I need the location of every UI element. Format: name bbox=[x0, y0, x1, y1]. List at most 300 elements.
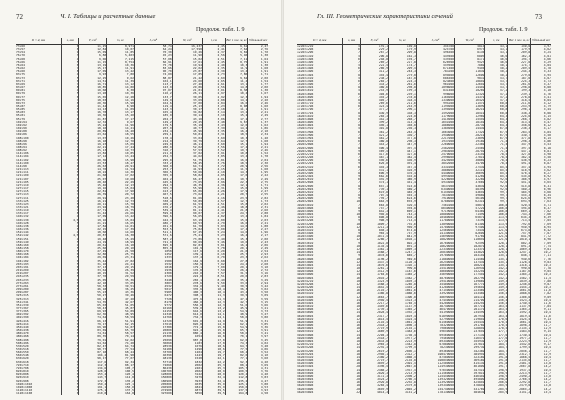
table-cell: 9,15 bbox=[531, 330, 551, 333]
table-cell: 37,02 bbox=[172, 152, 202, 155]
table-cell: 19,7 bbox=[202, 351, 225, 354]
table-cell: 191,1 bbox=[360, 45, 388, 49]
table-cell: 2,93 bbox=[248, 253, 268, 256]
table-cell: 5 bbox=[343, 45, 361, 49]
table-cell: 17,61 bbox=[172, 61, 202, 64]
table-cell: 449400 bbox=[416, 55, 454, 58]
table-cell: 2,17 bbox=[248, 234, 268, 237]
table-cell: 8171 bbox=[454, 58, 484, 61]
table-cell: 224,0 bbox=[388, 115, 416, 118]
table-cell: 1394000 bbox=[416, 108, 454, 111]
table-cell: 10 bbox=[343, 200, 361, 203]
table-cell: 10,5 bbox=[531, 369, 551, 372]
data-table bbox=[16, 38, 268, 395]
table-cell: 62,36 bbox=[79, 313, 107, 316]
table-cell: 6 bbox=[61, 80, 79, 83]
table-cell: 560×550 bbox=[16, 351, 29, 355]
table-cell: 224,3 bbox=[388, 80, 416, 83]
table-cell: 475,6 bbox=[172, 298, 202, 301]
table-cell: 8,971 bbox=[107, 45, 135, 49]
table-cell: 476,2 bbox=[134, 206, 172, 209]
table-cell: 149,2 bbox=[485, 289, 508, 292]
table-cell: 1799,5 bbox=[388, 346, 416, 349]
table-cell: 8 bbox=[61, 48, 79, 51]
table-cell: 619,0 bbox=[360, 191, 388, 194]
table-cell: 13,19 bbox=[79, 64, 107, 67]
table-cell: 219×209 bbox=[16, 269, 29, 273]
table-cell: 12150 bbox=[134, 310, 172, 313]
table-cell: 4020×4008 bbox=[297, 270, 314, 274]
table-cell: 3,59 bbox=[248, 298, 268, 301]
table-cell: 8 bbox=[343, 99, 361, 102]
table-cell: 3649,9 bbox=[360, 388, 388, 391]
table-cell: 6 bbox=[61, 64, 79, 67]
page-number: 73 bbox=[535, 13, 542, 21]
table-cell: 4420×4404 bbox=[297, 301, 314, 305]
table-cell: 3,31 bbox=[248, 320, 268, 323]
table-cell: 12640 bbox=[454, 83, 484, 86]
table-cell: 32,4 bbox=[202, 380, 225, 383]
table-cell: 9 bbox=[61, 51, 79, 54]
table-cell: 4,82 bbox=[202, 215, 225, 218]
table-cell: 1814,5 bbox=[360, 318, 388, 321]
table-cell: 58,82 bbox=[172, 174, 202, 177]
table-cell: 29,6 bbox=[225, 275, 248, 278]
table-cell: 28530 bbox=[134, 345, 172, 348]
table-cell: 721,0 bbox=[134, 241, 172, 244]
table-cell: 6 bbox=[61, 206, 79, 209]
table-cell: 691,0 bbox=[172, 320, 202, 323]
table-cell: 128000 bbox=[134, 373, 172, 376]
table-cell: 18,55 bbox=[107, 133, 135, 136]
table-cell: 99,7 bbox=[485, 191, 508, 194]
table-cell: 253,7 bbox=[134, 168, 172, 171]
table-cell: 1010,1 bbox=[508, 238, 531, 241]
table-cell: 3524,2 bbox=[360, 378, 388, 381]
table-cell: 12,9 bbox=[531, 353, 551, 356]
table-cell: 285,3 bbox=[360, 115, 388, 118]
table-cell: 97650000 bbox=[416, 369, 454, 372]
table-cell: 1,71 bbox=[248, 73, 268, 76]
table-cell: 17,09 bbox=[79, 215, 107, 218]
table-cell: 152250 bbox=[454, 270, 484, 273]
table-cell: 4,46 bbox=[202, 206, 225, 209]
table-cell: 1195000 bbox=[416, 105, 454, 108]
table-cell: 82,47 bbox=[79, 345, 107, 348]
table-cell: 6 bbox=[61, 386, 79, 389]
table-cell: 102×94 bbox=[16, 120, 27, 124]
table-cell: 1,38 bbox=[248, 54, 268, 57]
table-cell: 1582,7 bbox=[388, 277, 416, 280]
table-cell: 76×68 bbox=[16, 57, 25, 61]
table-cell: 95×85 bbox=[16, 108, 25, 112]
table-cell: 335,6 bbox=[172, 288, 202, 291]
table-cell: 76×60 bbox=[16, 70, 25, 74]
table-cell: 187,0 bbox=[388, 77, 416, 80]
table-cell: 5 bbox=[61, 383, 79, 386]
table-cell: 91760 bbox=[454, 235, 484, 238]
table-cell: 5 bbox=[61, 250, 79, 253]
table-cell: 104,4 bbox=[79, 354, 107, 357]
table-cell: 3803 bbox=[134, 282, 172, 285]
table-cell: 313,4 bbox=[508, 121, 531, 124]
table-cell: 6,61 bbox=[225, 45, 248, 49]
table-cell: 6 bbox=[61, 361, 79, 364]
table-cell: 4841 bbox=[172, 386, 202, 389]
table-cell: 26,39 bbox=[79, 193, 107, 196]
table-cell: 168×158 bbox=[16, 247, 29, 250]
table-cell: 266,9 bbox=[360, 67, 388, 70]
table-cell: 32280 bbox=[454, 178, 484, 181]
table-cell: 783200 bbox=[416, 70, 454, 73]
table-cell: 15,17 bbox=[79, 67, 107, 70]
running-head: Ч. I. Таблицы и расчетные данные bbox=[60, 13, 156, 20]
table-cell: 445,6 bbox=[134, 181, 172, 184]
table-cell: 205,9 bbox=[485, 388, 508, 391]
table-cell: 4440000 bbox=[416, 172, 454, 175]
table-cell: 18,60 bbox=[79, 231, 107, 234]
table-cell: 894600 bbox=[416, 74, 454, 77]
table-cell: 386,9 bbox=[388, 178, 416, 181]
table-cell: 686300 bbox=[416, 77, 454, 80]
table-cell: 795,7 bbox=[360, 197, 388, 200]
table-cell: 15,98 bbox=[107, 102, 135, 105]
table-cell: 357,4 bbox=[508, 166, 531, 169]
table-cell: 245×233 bbox=[16, 278, 29, 282]
table-cell: 2,76 bbox=[248, 48, 268, 51]
table-cell: 7,02 bbox=[202, 263, 225, 266]
table-cell: 3,76 bbox=[202, 162, 225, 165]
table-cell: 4 bbox=[61, 73, 79, 76]
table-cell: 79460000 bbox=[416, 337, 454, 340]
table-cell: 9 bbox=[343, 210, 361, 213]
table-cell: 27010 bbox=[454, 156, 484, 159]
table-cell: 485,9 bbox=[508, 191, 531, 194]
table-cell: 3,15 bbox=[248, 301, 268, 304]
table-cell: 2,31 bbox=[248, 206, 268, 209]
table-cell: 206,0 bbox=[485, 381, 508, 384]
table-cell: 11780000 bbox=[416, 219, 454, 222]
table-cell: 20730 bbox=[454, 124, 484, 127]
table-cell: 2,83 bbox=[248, 275, 268, 278]
table-cell: 205,9 bbox=[485, 391, 508, 394]
table-cell: 1009,7 bbox=[360, 223, 388, 226]
table-cell: 2,88 bbox=[202, 99, 225, 102]
table-cell: 14 bbox=[343, 311, 361, 314]
table-cell: 14 bbox=[343, 273, 361, 276]
table-cell: 1069,3 bbox=[508, 248, 531, 251]
table-cell: 1246,8 bbox=[508, 283, 531, 286]
table-cell: 67,9 bbox=[485, 137, 508, 140]
table-cell: 105,7 bbox=[107, 367, 135, 370]
table-cell: 10800000 bbox=[416, 213, 454, 216]
table-cell: 743,3 bbox=[388, 213, 416, 216]
table-cell: 1663,7 bbox=[360, 296, 388, 299]
table-cell: 15550 bbox=[454, 118, 484, 121]
table-cell: 325×315 bbox=[16, 294, 29, 298]
table-cell: 5 bbox=[61, 389, 79, 392]
table-cell: 13,17 bbox=[107, 111, 135, 114]
table-cell: 4820×4806 bbox=[297, 324, 314, 328]
table-cell: 8 bbox=[61, 197, 79, 200]
table-cell: 8 bbox=[343, 159, 361, 162]
table-cell: 114×98 bbox=[16, 164, 27, 168]
table-cell: 508×496 bbox=[16, 341, 29, 345]
table-cell: 114×102 bbox=[16, 158, 29, 162]
table-cell: 120,4 bbox=[107, 373, 135, 376]
table-cell: 29,59 bbox=[107, 275, 135, 278]
table-cell: 191,7 bbox=[485, 365, 508, 368]
column-header: i, см bbox=[485, 38, 508, 45]
table-cell: 9 bbox=[343, 150, 361, 153]
table-cell: 580,2 bbox=[388, 188, 416, 191]
table-cell: 1920×1906 bbox=[297, 133, 314, 137]
table-cell: 179,9 bbox=[508, 48, 531, 51]
table-cell: 426×414 bbox=[16, 322, 29, 326]
table-cell: 4,37 bbox=[202, 212, 225, 215]
table-cell: 20 bbox=[343, 388, 361, 391]
table-cell: 5 bbox=[61, 294, 79, 297]
table-cell: 45,23 bbox=[134, 54, 172, 57]
table-cell: 7,09 bbox=[531, 242, 551, 245]
table-cell: 6,27 bbox=[531, 172, 551, 175]
table-cell: 416,9 bbox=[508, 169, 531, 172]
table-cell: 71,4 bbox=[485, 143, 508, 146]
data-table bbox=[297, 38, 551, 394]
column-header: G, кг bbox=[388, 38, 416, 45]
table-cell: 10 bbox=[343, 258, 361, 261]
table-cell: 792,6 bbox=[508, 223, 531, 226]
table-cell: 219×207 bbox=[16, 272, 29, 276]
table-cell: 10,3 bbox=[531, 273, 551, 276]
table-cell: 1069,3 bbox=[388, 248, 416, 251]
table-cell: 12,28 bbox=[107, 96, 135, 99]
table-cell: 1820×1806 bbox=[297, 121, 314, 125]
table-cell: 4,07 bbox=[531, 77, 551, 80]
table-cell: 743,3 bbox=[508, 213, 531, 216]
table-cell: 19,73 bbox=[107, 149, 135, 152]
table-cell: 6 bbox=[343, 166, 361, 169]
table-cell: 5 bbox=[61, 256, 79, 259]
table-cell: 268,7 bbox=[508, 118, 531, 121]
table-cell: 149,9 bbox=[134, 99, 172, 102]
table-cell: 2766,5 bbox=[508, 378, 531, 381]
table-cell: 83×73 bbox=[16, 76, 25, 80]
table-cell: 3886000 bbox=[416, 169, 454, 172]
table-cell: 18,6 bbox=[202, 345, 225, 348]
table-cell: 15,0 bbox=[225, 187, 248, 190]
table-cell: 176,8 bbox=[172, 269, 202, 272]
table-cell: 32,80 bbox=[79, 253, 107, 256]
table-cell: 858,3 bbox=[360, 229, 388, 232]
table-cell: 29,69 bbox=[79, 256, 107, 259]
table-cell: 6 bbox=[343, 58, 361, 61]
table-cell: 695,8 bbox=[134, 244, 172, 247]
table-cell: 55,23 bbox=[79, 291, 107, 294]
table-cell: 113,9 bbox=[485, 226, 508, 229]
table-cell: 139,1 bbox=[172, 253, 202, 256]
table-cell: 162,3 bbox=[388, 55, 416, 58]
table-cell: 209,5 bbox=[508, 67, 531, 70]
table-cell: 5 bbox=[61, 92, 79, 95]
table-cell: 531760 bbox=[454, 388, 484, 391]
table-cell: 2292,3 bbox=[360, 346, 388, 349]
table-cell: 1,91 bbox=[248, 108, 268, 111]
table-cell: 12560000 bbox=[416, 229, 454, 232]
table-cell: 127×117 bbox=[16, 187, 29, 191]
table-cell: 5,24 bbox=[202, 231, 225, 234]
table-cell: 466,0 bbox=[172, 301, 202, 304]
table-cell: 25510000 bbox=[416, 267, 454, 270]
table-cell: 18,10 bbox=[79, 127, 107, 130]
table-cell: 6 bbox=[343, 140, 361, 143]
table-cell: 54190000 bbox=[416, 311, 454, 314]
table-cell: 77,1 bbox=[225, 357, 248, 360]
table-cell: 69,93 bbox=[79, 310, 107, 313]
table-cell: 377,8 bbox=[508, 137, 531, 140]
table-cell: 255430 bbox=[454, 321, 484, 324]
table-cell: 4,5 bbox=[61, 234, 79, 237]
table-cell: 254,3 bbox=[134, 155, 172, 158]
table-cell: 4420×4410 bbox=[297, 292, 314, 296]
table-cell: 51,75 bbox=[172, 159, 202, 162]
table-cell: 5,49 bbox=[202, 238, 225, 241]
table-cell: 146×138 bbox=[16, 224, 29, 228]
table-cell: 24,60 bbox=[172, 80, 202, 83]
table-cell: 1010,1 bbox=[388, 238, 416, 241]
table-cell: 114×100 bbox=[16, 161, 29, 165]
table-cell: 325×313 bbox=[16, 297, 29, 301]
table-cell: 34180 bbox=[134, 348, 172, 351]
table-cell: 46,11 bbox=[172, 143, 202, 146]
table-cell: 18,47 bbox=[107, 162, 135, 165]
table-cell: 184,7 bbox=[485, 353, 508, 356]
table-cell: 14,2 bbox=[225, 99, 248, 102]
table-cell: 33,0 bbox=[225, 282, 248, 285]
table-cell: 2,21 bbox=[248, 111, 268, 114]
table-cell: 12340 bbox=[134, 313, 172, 316]
table-cell: 327600 bbox=[134, 392, 172, 395]
table-cell: 214700 bbox=[454, 299, 484, 302]
table-cell: 1661,4 bbox=[508, 321, 531, 324]
table-cell: 65,03 bbox=[79, 304, 107, 307]
table-cell: 13,2 bbox=[202, 307, 225, 310]
table-cell: 58,74 bbox=[134, 45, 172, 49]
table-cell: 278,8 bbox=[388, 96, 416, 99]
continued-label: Продолж. табл. I. 9 bbox=[196, 27, 245, 33]
table-cell: 10 bbox=[343, 292, 361, 295]
table-cell: 31,42 bbox=[79, 212, 107, 215]
table-cell: 852,3 bbox=[360, 210, 388, 213]
table-cell: 3,85 bbox=[248, 323, 268, 326]
table-cell: 2135,0 bbox=[508, 359, 531, 362]
table-cell: 355,9 bbox=[134, 174, 172, 177]
table-cell: 150,0 bbox=[107, 386, 135, 389]
table-cell: 149,2 bbox=[134, 121, 172, 124]
table-cell: 1386,8 bbox=[360, 292, 388, 295]
table-cell: 4620×4608 bbox=[297, 308, 314, 312]
table-cell: 26,39 bbox=[107, 269, 135, 272]
table-cell: 5 bbox=[61, 326, 79, 329]
table-cell: 4,70 bbox=[531, 67, 551, 70]
table-cell: 12 bbox=[343, 330, 361, 333]
table-cell: 2,00 bbox=[248, 77, 268, 80]
table-cell: 5,29 bbox=[531, 61, 551, 64]
table-cell: 556,6 bbox=[360, 159, 388, 162]
table-cell: 90,70 bbox=[134, 70, 172, 73]
table-cell: 13,42 bbox=[107, 215, 135, 218]
table-cell: 27,49 bbox=[79, 250, 107, 253]
table-cell: 33,69 bbox=[172, 99, 202, 102]
table-cell: 3,60 bbox=[248, 357, 268, 360]
table-cell: 2579,0 bbox=[388, 384, 416, 387]
table-cell: 23090 bbox=[454, 137, 484, 140]
table-cell: 802,3 bbox=[508, 242, 531, 245]
table-cell: 14,30 bbox=[107, 171, 135, 174]
table-cell: 45,9 bbox=[225, 307, 248, 310]
table-cell: 998000 bbox=[416, 93, 454, 96]
table-cell: 88,17 bbox=[107, 364, 135, 367]
table-cell: 707,4 bbox=[360, 194, 388, 197]
table-cell: 30,05 bbox=[172, 96, 202, 99]
table-cell: 1483,6 bbox=[508, 330, 531, 333]
table-cell: 23,5 bbox=[225, 197, 248, 200]
table-cell: 5 bbox=[61, 313, 79, 316]
table-cell: 1739,1 bbox=[360, 308, 388, 311]
table-cell: 520,5 bbox=[508, 204, 531, 207]
table-cell: 518,6 bbox=[134, 197, 172, 200]
table-cell: 16,71 bbox=[79, 83, 107, 86]
table-cell: 16 bbox=[343, 324, 361, 327]
table-cell: 37,13 bbox=[79, 266, 107, 269]
table-cell: 476,4 bbox=[508, 172, 531, 175]
table-cell: 7 bbox=[343, 121, 361, 124]
table-cell: 14370 bbox=[454, 96, 484, 99]
table-cell: 34,82 bbox=[172, 111, 202, 114]
table-cell: 102870 bbox=[454, 245, 484, 248]
table-cell: 180900 bbox=[134, 380, 172, 383]
table-cell: 14,21 bbox=[107, 127, 135, 130]
table-cell: 10,4 bbox=[531, 346, 551, 349]
table-cell: 60,8 bbox=[485, 102, 508, 105]
table-cell: 1,54 bbox=[248, 80, 268, 83]
table-cell: 199,3 bbox=[388, 89, 416, 92]
table-cell: 5 bbox=[343, 102, 361, 105]
table-cell: 7,115 bbox=[107, 58, 135, 61]
table-cell: 4,16 bbox=[202, 197, 225, 200]
table-cell: 108×98 bbox=[16, 139, 27, 143]
table-cell: 5 bbox=[61, 269, 79, 272]
table-cell: 128,1 bbox=[485, 242, 508, 245]
table-cell: 46,6 bbox=[485, 61, 508, 64]
table-cell: 6 bbox=[61, 342, 79, 345]
table-cell: 1420×1410 bbox=[297, 64, 314, 68]
table-cell: 3820×3810 bbox=[297, 254, 314, 258]
table-cell: 283,5 bbox=[508, 131, 531, 134]
table-cell: 1920×1904 bbox=[297, 136, 314, 140]
table-cell: 92,6 bbox=[485, 181, 508, 184]
table-cell: 154740000 bbox=[416, 388, 454, 391]
table-cell: 1520×1504 bbox=[297, 86, 314, 90]
table-cell: 10,3 bbox=[531, 286, 551, 289]
table-cell: 2418,2 bbox=[360, 324, 388, 327]
table-cell: 3220×3208 bbox=[297, 219, 314, 223]
table-cell: 397,5 bbox=[388, 147, 416, 150]
table-cell: 163,5 bbox=[485, 308, 508, 311]
table-cell: 10,4 bbox=[531, 356, 551, 359]
table-cell: 14,3 bbox=[225, 171, 248, 174]
table-cell: 739,1 bbox=[360, 188, 388, 191]
